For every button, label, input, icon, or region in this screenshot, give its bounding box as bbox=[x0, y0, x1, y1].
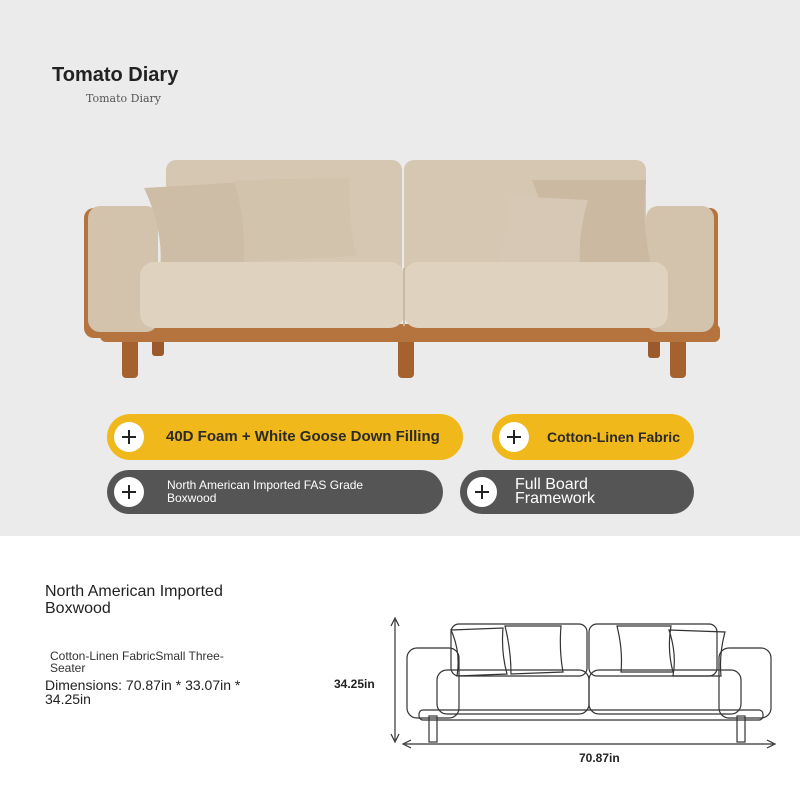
height-dimension-label: 34.25in bbox=[334, 677, 375, 691]
plus-icon bbox=[114, 477, 144, 507]
plus-icon bbox=[467, 477, 497, 507]
feature-label: 40D Foam + White Goose Down Filling bbox=[166, 428, 440, 446]
brand-subtitle: Tomato Diary bbox=[86, 92, 162, 105]
plus-icon bbox=[499, 422, 529, 452]
feature-label: Cotton-Linen Fabric bbox=[547, 428, 680, 445]
feature-fabric bbox=[492, 414, 694, 460]
width-dimension-label: 70.87in bbox=[579, 751, 620, 765]
brand-name: Tomato Diary bbox=[52, 64, 179, 86]
sofa-image bbox=[80, 150, 720, 382]
feature-framework bbox=[460, 470, 694, 514]
spec-fabric-size: Cotton-Linen FabricSmall Three-Seater bbox=[50, 649, 224, 675]
plus-icon bbox=[114, 422, 144, 452]
feature-wood bbox=[107, 470, 443, 514]
feature-label: North American Imported FAS Grade Boxwood bbox=[167, 478, 364, 505]
feature-label: Full Board Framework bbox=[515, 475, 596, 507]
spec-title: North American Imported Boxwood bbox=[45, 583, 223, 617]
feature-filling bbox=[107, 414, 463, 460]
sofa-dimension-diagram bbox=[385, 612, 785, 752]
spec-dimensions: Dimensions: 70.87in * 33.07in * 34.25in bbox=[45, 677, 241, 707]
